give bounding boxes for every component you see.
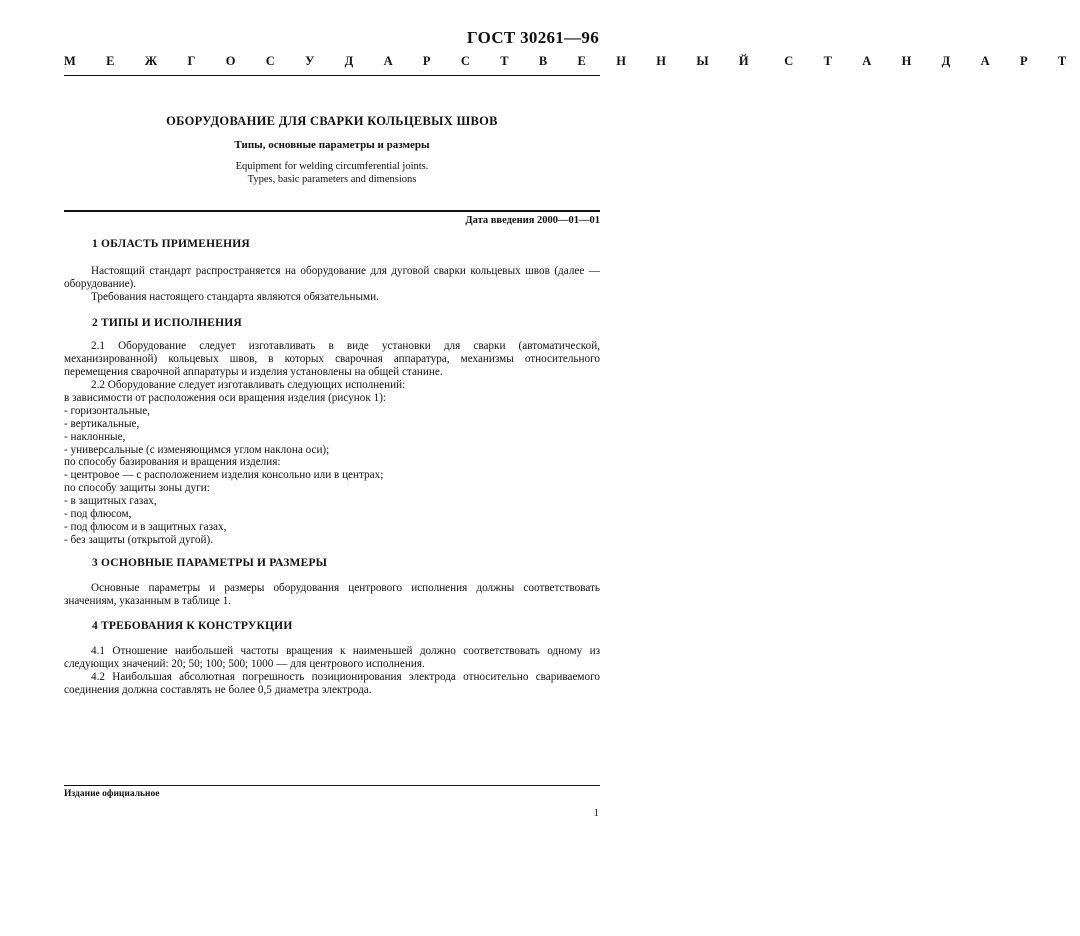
section-4-paragraph-1: 4.1 Отношение наибольшей частоты вращения к наименьшей должно соответствовать одному из следующих значений: 20; 50; 100; 500; 1000 — для центрового исполнения. — [64, 645, 600, 670]
title-rule — [64, 210, 600, 212]
header-rule — [64, 75, 600, 76]
edition-note: Издание официальное — [64, 789, 160, 799]
list-item: 2.2 Оборудование следует изготавливать следующих исполнений: — [91, 379, 406, 391]
standard-band-right: С Т А Н Д А Р Т — [784, 54, 1080, 68]
english-title-line-1: Equipment for welding circumferential joints. — [235, 161, 429, 172]
page-number: 1 — [593, 807, 599, 819]
section-2-paragraph-1: 2.1 Оборудование следует изготавливать в виде установки для сварки (автоматической, механизированной) кольцевых швов, в которых сварочная аппаратура, механизмы относительного перемещения сварочной аппаратуры и изделия установлены на общей станине. — [64, 340, 600, 378]
list-item: - без защиты (открытой дугой). — [64, 533, 213, 546]
list-item: - под флюсом, — [64, 508, 132, 521]
standard-band — [64, 54, 1080, 69]
list-item: - наклонные, — [64, 430, 126, 443]
english-title-line-2: Types, basic parameters and dimensions — [247, 174, 417, 185]
section-2-list — [64, 379, 600, 547]
section-3-paragraph-1: Основные параметры и размеры оборудования центрового исполнения должны соответствовать значениям, указанным в таблице 1. — [64, 582, 600, 607]
section-1-paragraph-2: Требования настоящего стандарта являются обязательными. — [91, 291, 379, 303]
list-item: - в защитных газах, — [64, 495, 157, 508]
list-item: - горизонтальные, — [64, 404, 150, 417]
document-subtitle: Типы, основные параметры и размеры — [234, 139, 430, 151]
list-item: в зависимости от расположения оси вращения изделия (рисунок 1): — [64, 391, 387, 404]
list-item: по способу защиты зоны дуги: — [64, 482, 210, 495]
section-1-paragraph-1: Настоящий стандарт распространяется на оборудование для дуговой сварки кольцевых швов (далее — оборудование). — [64, 265, 600, 290]
section-4-paragraph-2: 4.2 Наибольшая абсолютная погрешность позиционирования электрода относительно свариваемого соединения должна составлять не более 0,5 диаметра электрода. — [64, 671, 600, 696]
footer-rule — [64, 785, 600, 786]
list-item: - под флюсом и в защитных газах, — [64, 520, 227, 533]
section-3-heading: 3 ОСНОВНЫЕ ПАРАМЕТРЫ И РАЗМЕРЫ — [92, 557, 328, 569]
standard-band-left: М Е Ж Г О С У Д А Р С Т В Е Н Н Ы Й — [64, 54, 763, 68]
effective-date: Дата введения 2000—01—01 — [465, 215, 600, 226]
document-code: ГОСТ 30261—96 — [466, 28, 599, 47]
list-item: - вертикальные, — [64, 417, 140, 430]
english-title — [64, 160, 600, 186]
section-1-heading: 1 ОБЛАСТЬ ПРИМЕНЕНИЯ — [92, 238, 250, 250]
section-4-heading: 4 ТРЕБОВАНИЯ К КОНСТРУКЦИИ — [92, 620, 293, 632]
list-item: по способу базирования и вращения изделия: — [64, 456, 281, 469]
section-2-heading: 2 ТИПЫ И ИСПОЛНЕНИЯ — [92, 317, 242, 329]
list-item: - центровое — с расположением изделия консольно или в центрах; — [64, 469, 384, 482]
list-item: - универсальные (с изменяющимся углом наклона оси); — [64, 443, 330, 456]
document-title: ОБОРУДОВАНИЕ ДЛЯ СВАРКИ КОЛЬЦЕВЫХ ШВОВ — [166, 114, 498, 128]
